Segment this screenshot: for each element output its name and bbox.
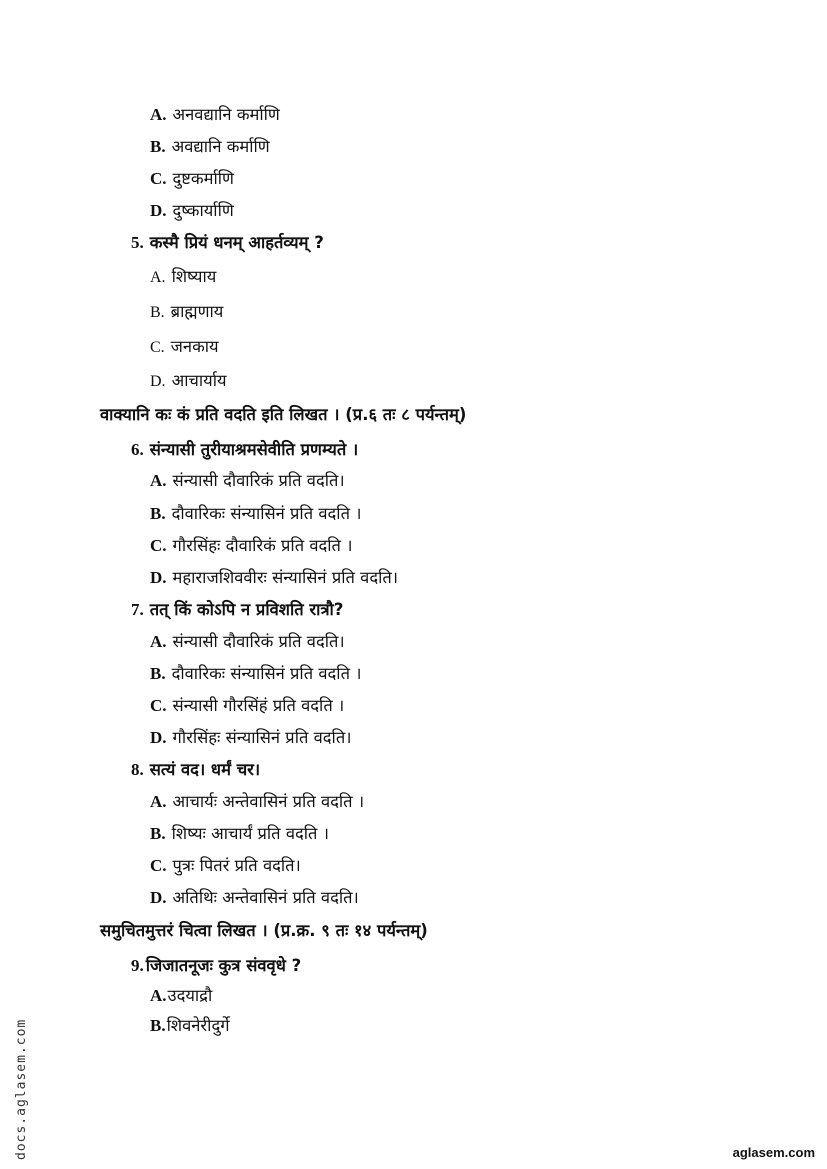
watermark: docs.aglasem.com xyxy=(14,1018,29,1160)
option-q8-d: D. अतिथिः अन्तेवासिनं प्रति वदति। xyxy=(150,888,359,907)
option-q6-c: C. गौरसिंहः दौवारिकं प्रति वदति । xyxy=(150,536,353,555)
option-q6-a: A. संन्यासी दौवारिकं प्रति वदति। xyxy=(150,471,345,490)
option-q6-d: D. महाराजशिववीरः संन्यासिनं प्रति वदति। xyxy=(150,568,399,587)
option-q7-b: B. दौवारिकः संन्यासिनं प्रति वदति । xyxy=(150,664,362,683)
option-q5-c: C. जनकाय xyxy=(150,337,219,356)
option-q4-c: C. दुष्टकर्माणि xyxy=(150,169,234,188)
section-heading-who-says-to-whom: वाक्यानि कः कं प्रति वदति इति लिखत । (प्र.६ तः ८ पर्यन्तम्) xyxy=(100,405,467,424)
option-q7-d: D. गौरसिंहः संन्यासिनं प्रति वदति। xyxy=(150,728,352,747)
option-q8-a: A. आचार्यः अन्तेवासिनं प्रति वदति । xyxy=(150,792,365,811)
question-7: 7. तत् किं कोऽपि न प्रविशति रात्रौ? xyxy=(131,600,344,619)
footer-site-link[interactable]: aglasem.com xyxy=(732,1145,815,1160)
option-q4-b: B. अवद्यानि कर्माणि xyxy=(150,137,270,156)
option-q9-b: B.शिवनेरीदुर्गे xyxy=(150,1016,230,1035)
option-q4-d: D. दुष्कार्याणि xyxy=(150,201,234,220)
question-6: 6. संन्यासी तुरीयाश्रमसेवीति प्रणम्यते । xyxy=(131,440,359,459)
option-q9-a: A.उदयाद्रौ xyxy=(150,986,213,1005)
option-q8-c: C. पुत्रः पितरं प्रति वदति। xyxy=(150,856,301,875)
option-q5-a: A. शिष्याय xyxy=(150,267,217,286)
question-8: 8. सत्यं वद। धर्मं चर। xyxy=(131,760,261,779)
option-q8-b: B. शिष्यः आचार्यं प्रति वदति । xyxy=(150,824,329,843)
option-q4-a: A. अनवद्यानि कर्माणि xyxy=(150,105,280,124)
section-heading-choose-answer: समुचितमुत्तरं चित्वा लिखत । (प्र.क्र. ९ तः १४ पर्यन्तम्) xyxy=(100,921,428,940)
option-q6-b: B. दौवारिकः संन्यासिनं प्रति वदति । xyxy=(150,504,362,523)
option-q5-b: B. ब्राह्मणाय xyxy=(150,302,224,321)
question-5: 5. कस्मै प्रियं धनम् आहर्तव्यम् ? xyxy=(131,233,324,252)
question-9: 9. जिजातनूजः कुत्र संववृधे ? xyxy=(131,956,302,975)
option-q7-a: A. संन्यासी दौवारिकं प्रति वदति। xyxy=(150,632,345,651)
option-q5-d: D. आचार्याय xyxy=(150,371,227,390)
option-q7-c: C. संन्यासी गौरसिंहं प्रति वदति । xyxy=(150,696,345,715)
